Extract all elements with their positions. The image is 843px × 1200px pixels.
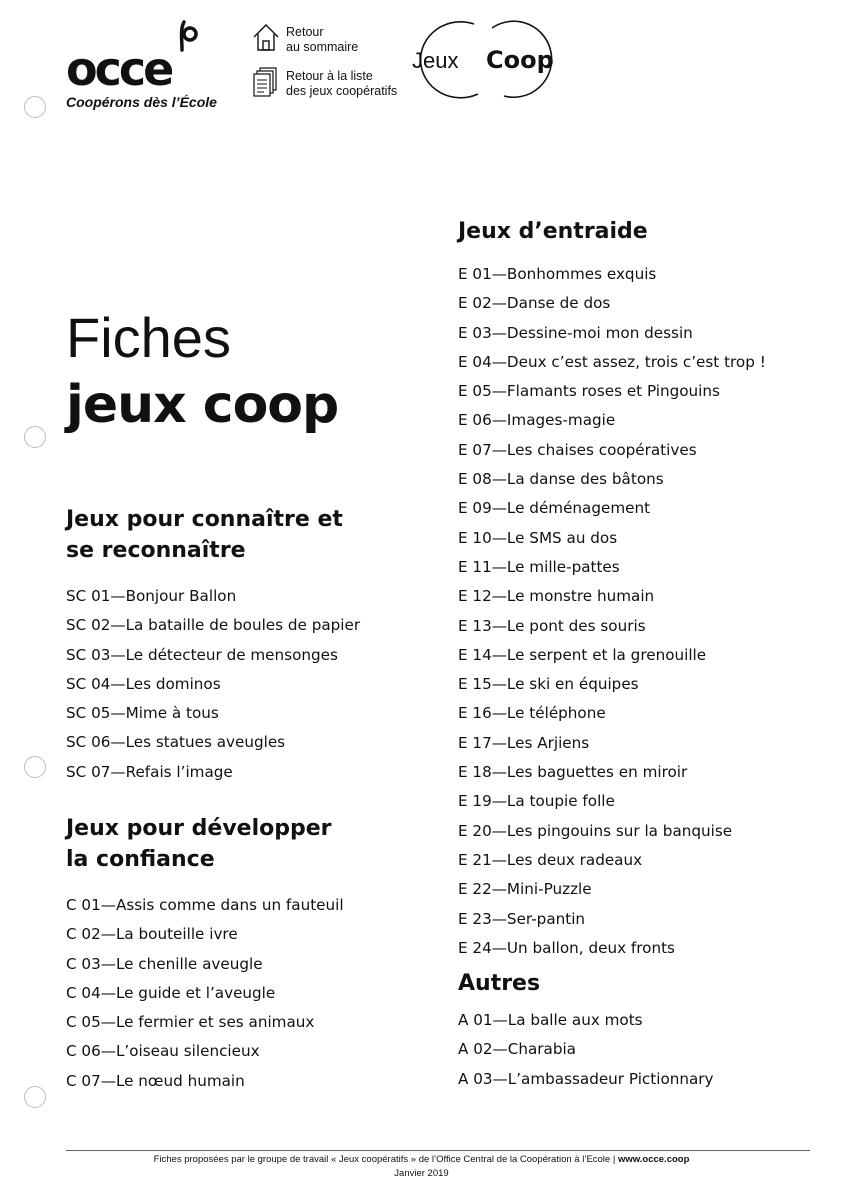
game-item[interactable]: E 11—Le mille-pattes — [458, 557, 620, 576]
game-item[interactable]: E 10—Le SMS au dos — [458, 528, 618, 547]
game-list — [458, 260, 828, 963]
game-item[interactable]: C 01—Assis comme dans un fauteuil — [66, 896, 344, 914]
footer-date: Janvier 2019 — [394, 1168, 449, 1179]
game-item[interactable]: SC 07—Refais l’image — [66, 762, 233, 781]
section-trust — [66, 813, 426, 1096]
nav-list-label-1: Retour à la liste — [286, 69, 373, 83]
badge-word-jeux: Jeux — [412, 48, 459, 73]
section-heading-line2: la confiance — [66, 847, 215, 872]
footer-credit — [0, 1154, 843, 1165]
game-item[interactable]: C 03—Le chenille aveugle — [66, 954, 263, 973]
game-item[interactable]: E 06—Images-magie — [458, 411, 616, 430]
section-heading — [66, 813, 426, 875]
binder-hole-icon — [24, 756, 46, 778]
game-item[interactable]: E 03—Dessine-moi mon dessin — [458, 323, 693, 342]
game-item[interactable]: A 03—L’ambassadeur Pictionnary — [458, 1069, 714, 1088]
nav-home-label-2: au sommaire — [286, 40, 359, 54]
occe-logo — [66, 16, 216, 111]
home-icon — [252, 22, 280, 52]
game-item[interactable]: E 12—Le monstre humain — [458, 587, 655, 606]
logo-wordmark: occe — [66, 42, 172, 96]
game-item[interactable]: E 07—Les chaises coopératives — [458, 440, 697, 459]
logo-tagline: Coopérons dès l’École — [66, 94, 217, 110]
game-item[interactable]: SC 06—Les statues aveugles — [66, 733, 286, 752]
game-list — [66, 891, 426, 1096]
game-item[interactable]: E 15—Le ski en équipes — [458, 675, 639, 694]
game-item[interactable]: E 22—Mini-Puzzle — [458, 880, 592, 899]
game-item[interactable]: SC 04—Les dominos — [66, 674, 221, 693]
game-item[interactable]: C 07—Le nœud humain — [66, 1071, 245, 1090]
game-item[interactable]: C 06—L’oiseau silencieux — [66, 1042, 260, 1061]
game-item[interactable]: E 21—Les deux radeaux — [458, 850, 643, 869]
binder-hole-icon — [24, 1086, 46, 1108]
game-item[interactable]: A 01—La balle aux mots — [458, 1011, 643, 1029]
game-item[interactable]: E 19—La toupie folle — [458, 792, 615, 811]
jeux-coop-badge — [408, 16, 578, 102]
game-item[interactable]: SC 02—La bataille de boules de papier — [66, 616, 361, 635]
section-others — [458, 968, 828, 1094]
nav-home-label-1: Retour — [286, 25, 324, 39]
game-item[interactable]: E 08—La danse des bâtons — [458, 470, 664, 489]
section-heading-line1: Jeux pour développer — [66, 816, 332, 841]
game-item[interactable]: E 09—Le déménagement — [458, 499, 651, 518]
section-heading: Jeux d’entraide — [458, 219, 648, 244]
footer-divider — [66, 1150, 810, 1151]
section-heading: Autres — [458, 971, 541, 996]
game-list — [458, 1006, 828, 1094]
game-item[interactable]: E 24—Un ballon, deux fronts — [458, 938, 675, 957]
logo-swirl-icon — [170, 16, 210, 56]
game-item[interactable]: E 23—Ser-pantin — [458, 909, 586, 928]
section-heading-line2: se reconnaître — [66, 538, 246, 563]
game-item[interactable]: E 18—Les baguettes en miroir — [458, 763, 688, 782]
game-item[interactable]: SC 05—Mime à tous — [66, 704, 219, 723]
page-title-line1: Fiches — [66, 306, 231, 369]
binder-hole-icon — [24, 426, 46, 448]
document-stack-icon — [252, 66, 280, 100]
game-item[interactable]: E 01—Bonhommes exquis — [458, 265, 657, 283]
game-item[interactable]: E 02—Danse de dos — [458, 294, 611, 313]
game-item[interactable]: C 05—Le fermier et ses animaux — [66, 1013, 315, 1032]
footer-website-link[interactable]: www.occe.coop — [617, 1154, 690, 1165]
binder-hole-icon — [24, 96, 46, 118]
game-item[interactable]: E 16—Le téléphone — [458, 704, 606, 723]
section-heading-line1: Jeux pour connaître et — [66, 507, 343, 532]
footer-text: Fiches proposées par le groupe de travail « Jeux coopératifs » de l’Office Central de la Coopération à l’Ecole | — [153, 1154, 618, 1165]
section-know-each-other — [66, 504, 426, 787]
game-item[interactable]: E 20—Les pingouins sur la banquise — [458, 821, 733, 840]
game-item[interactable]: E 05—Flamants roses et Pingouins — [458, 382, 720, 401]
game-list — [66, 582, 426, 787]
badge-word-coop: Coop — [486, 46, 554, 74]
nav-list-label-2: des jeux coopératifs — [286, 84, 398, 98]
game-item[interactable]: E 14—Le serpent et la grenouille — [458, 645, 707, 664]
game-item[interactable]: C 02—La bouteille ivre — [66, 925, 238, 944]
game-item[interactable]: E 13—Le pont des souris — [458, 616, 646, 635]
game-item[interactable]: SC 01—Bonjour Ballon — [66, 587, 237, 605]
game-item[interactable]: E 17—Les Arjiens — [458, 733, 590, 752]
game-item[interactable]: C 04—Le guide et l’aveugle — [66, 983, 276, 1002]
game-item[interactable]: E 04—Deux c’est assez, trois c’est trop ! — [458, 352, 766, 371]
section-mutual-aid — [458, 216, 828, 963]
page-title-line2: jeux coop — [66, 375, 339, 435]
section-heading — [66, 504, 426, 566]
game-item[interactable]: A 02—Charabia — [458, 1040, 576, 1059]
game-item[interactable]: SC 03—Le détecteur de mensonges — [66, 645, 338, 664]
